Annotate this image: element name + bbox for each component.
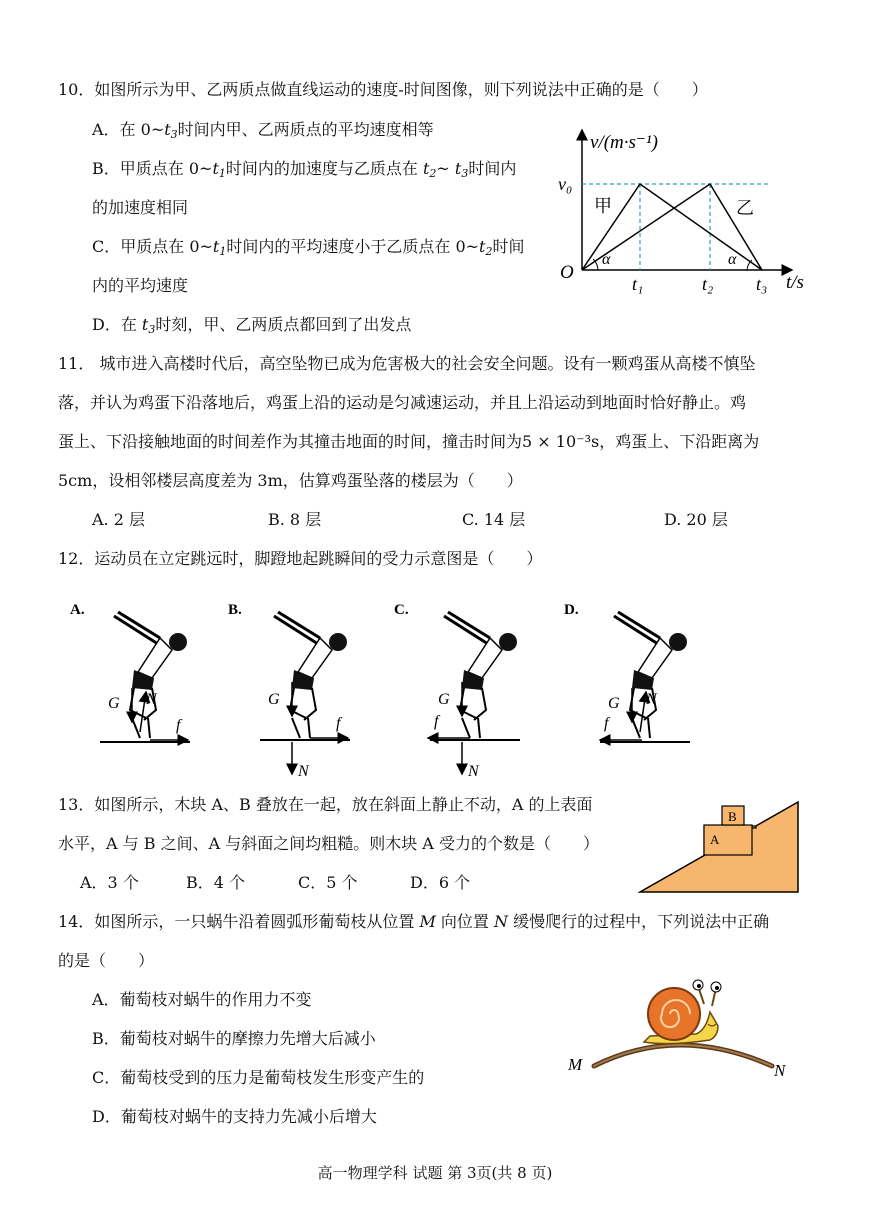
t2-label: t₂	[702, 274, 714, 294]
q14-snail-branch	[560, 970, 800, 1090]
q11-line3: 蛋上、下沿接触地面的时间差作为其撞击地面的时间，撞击时间为5 × 10⁻³s，鸡蛋上、下沿距离为	[58, 432, 760, 451]
svg-text:G: G	[108, 695, 120, 712]
angle-left-label: α	[602, 251, 611, 268]
q13-option-b: B．4 个	[186, 873, 246, 892]
angle-right-label: α	[728, 251, 737, 268]
svg-text:G: G	[438, 691, 450, 708]
q11-option-a: A. 2 层	[92, 510, 145, 529]
q10-option-a: A．在 $0\sim t_3$时间内甲、乙两质点的平均速度相等	[92, 120, 434, 141]
q14-line2: 的是（ ）	[58, 951, 155, 970]
diagram-a	[70, 602, 190, 742]
q14-option-a: A．葡萄枝对蜗牛的作用力不变	[92, 990, 312, 1009]
q11-line1: 11． 城市进入高楼时代后，高空坠物已成为危害极大的社会安全问题。设有一颗鸡蛋从高楼不慎坠	[58, 354, 756, 373]
svg-text:f: f	[176, 717, 181, 734]
q13-option-c: C．5 个	[298, 873, 358, 892]
q14-option-b: B．葡萄枝对蜗牛的摩擦力先增大后减小	[92, 1029, 376, 1048]
q10-option-c-line1: C．甲质点在 $0\sim t_1$时间内的平均速度小于乙质点在 $0\sim t_2$时间	[92, 237, 525, 258]
q13-incline-diagram	[638, 798, 802, 894]
svg-text:N: N	[646, 691, 657, 708]
q12-stem: 12．运动员在立定跳远时，脚蹬地起跳瞬间的受力示意图是（ ）	[58, 549, 543, 568]
q12-force-diagrams	[60, 592, 780, 782]
svg-text:B.: B.	[228, 602, 242, 618]
q13-option-d: D．6 个	[410, 873, 471, 892]
q10-option-c-line2: 内的平均速度	[92, 276, 189, 295]
q10-option-b-line2: 的加速度相同	[92, 198, 189, 217]
q11-option-b: B. 8 层	[268, 510, 322, 529]
diagram-b	[220, 592, 350, 780]
origin-label: O	[560, 262, 574, 283]
block-a-label: A	[710, 832, 720, 847]
svg-text:C.: C.	[394, 602, 409, 618]
q11-option-c: C. 14 层	[462, 510, 526, 529]
diagram-d	[564, 602, 690, 742]
svg-text:f: f	[434, 713, 439, 730]
q10-stem: 10．如图所示为甲、乙两质点做直线运动的速度-时间图像，则下列说法中正确的是（ ）	[58, 80, 708, 99]
point-m-label: M	[568, 1055, 583, 1074]
x-axis-label: t/s	[786, 272, 804, 293]
impact-time-math: 5 × 10⁻³s	[522, 432, 600, 451]
t3-label: t₃	[756, 274, 768, 294]
q11-line2: 落，并认为鸡蛋下沿落地后，鸡蛋上沿的运动是匀减速运动，并且上沿运动到地面时恰好静止。鸡	[58, 393, 747, 412]
series-jia-label: 甲	[594, 196, 612, 216]
q14-line1: 14．如图所示，一只蜗牛沿着圆弧形葡萄枝从位置 M 向位置 N 缓慢爬行的过程中，下列说法中正确	[58, 912, 770, 931]
q10-velocity-time-graph	[550, 120, 820, 300]
svg-text:f: f	[604, 715, 609, 732]
q13-line1: 13．如图所示，木块 A、B 叠放在一起，放在斜面上静止不动，A 的上表面	[58, 795, 593, 814]
svg-text:N: N	[468, 763, 479, 780]
block-b-label: B	[728, 809, 737, 824]
svg-text:N: N	[298, 763, 309, 780]
v0-label: v₀	[558, 174, 573, 194]
q11-option-d: D. 20 层	[664, 510, 728, 529]
svg-text:G: G	[608, 695, 620, 712]
q14-option-c: C．葡萄枝受到的压力是葡萄枝发生形变产生的	[92, 1068, 425, 1087]
svg-text:D.: D.	[564, 602, 579, 618]
svg-text:A.: A.	[70, 602, 85, 618]
point-n-label: N	[774, 1061, 786, 1080]
q13-option-a: A．3 个	[80, 873, 139, 892]
q14-option-d: D．葡萄枝对蜗牛的支持力先减小后增大	[92, 1107, 377, 1126]
q10-option-d: D．在 $t_3$时刻，甲、乙两质点都回到了出发点	[92, 315, 412, 336]
q13-line2: 水平，A 与 B 之间、A 与斜面之间均粗糙。则木块 A 受力的个数是（ ）	[58, 834, 599, 853]
svg-text:f: f	[336, 715, 341, 732]
page-footer: 高一物理学科 试题 第 3页(共 8 页)	[317, 1164, 553, 1182]
snail-icon	[644, 980, 721, 1044]
y-axis-label: v/(m·s⁻¹)	[590, 132, 658, 153]
series-yi-label: 乙	[736, 198, 754, 218]
q11-line4: 5cm，设相邻楼层高度差为 3m，估算鸡蛋坠落的楼层为（ ）	[58, 471, 523, 490]
svg-text:N: N	[146, 691, 157, 708]
diagram-c	[394, 602, 520, 780]
t1-label: t₁	[632, 274, 644, 294]
svg-text:G: G	[268, 691, 280, 708]
q10-option-b-line1: B．甲质点在 $0\sim t_1$时间内的加速度与乙质点在 $t_2\sim$ $t_3$时间内	[92, 159, 517, 180]
